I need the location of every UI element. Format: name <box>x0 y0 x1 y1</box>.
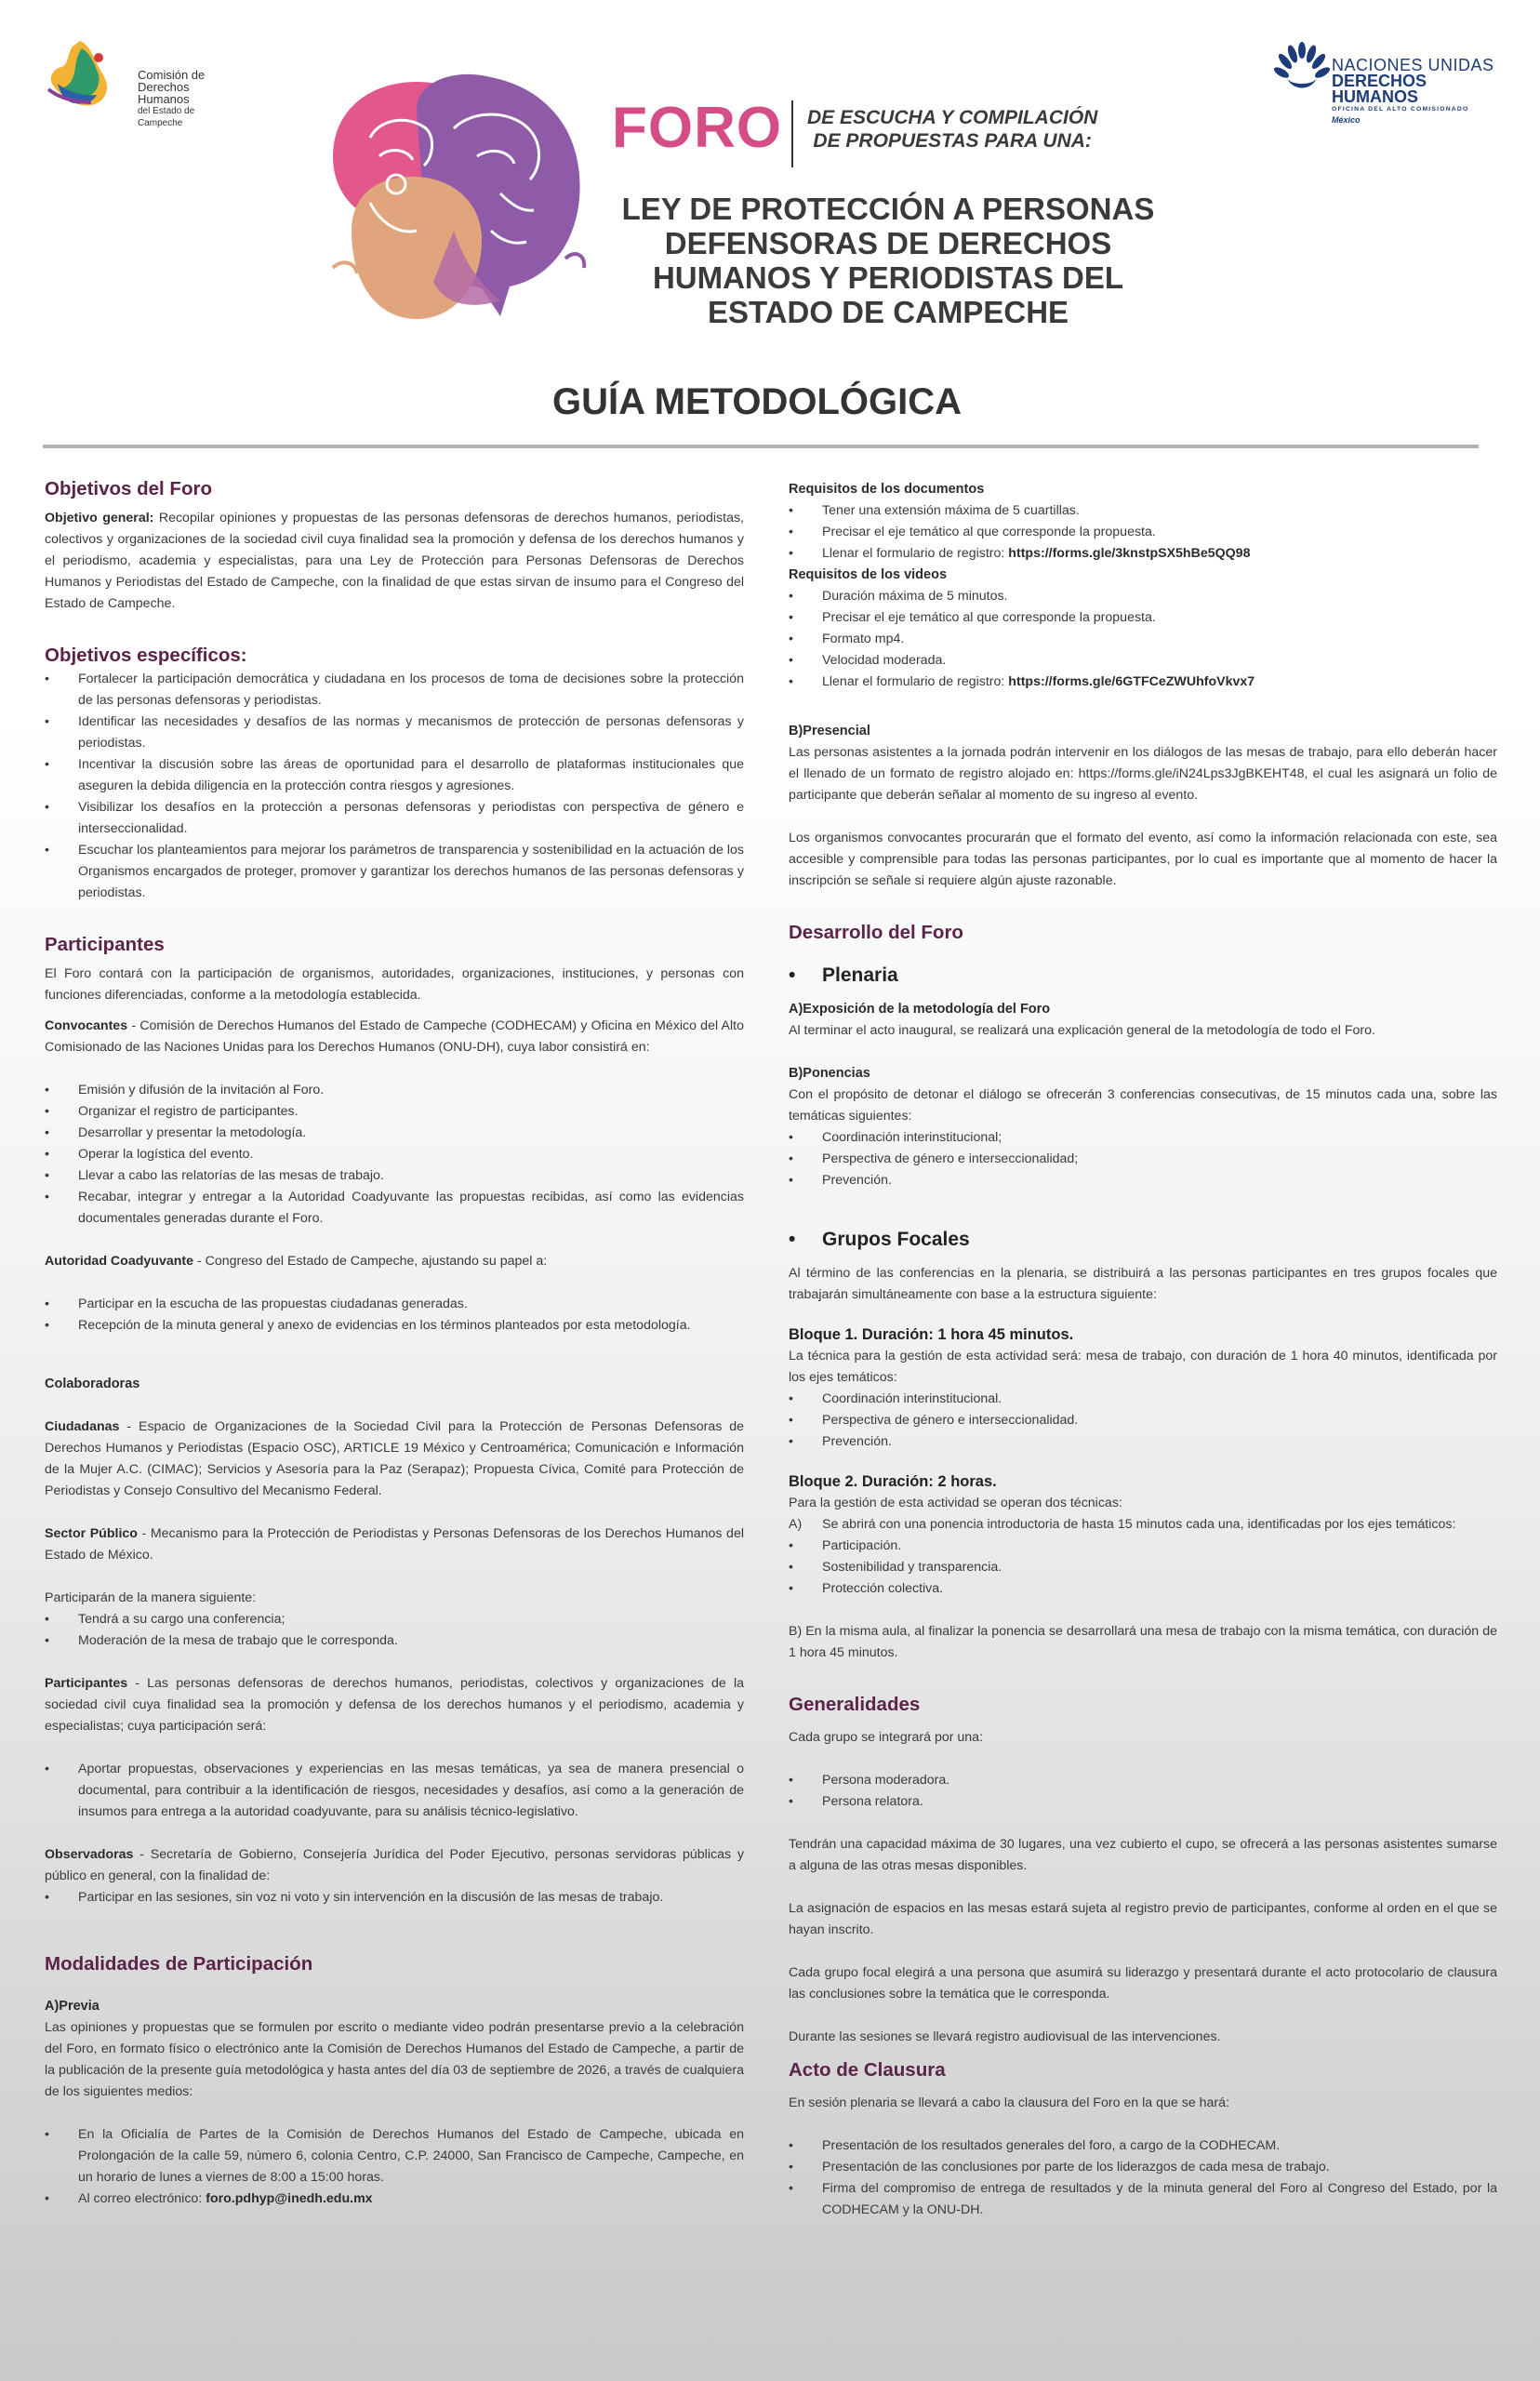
cdh-logo-line3: del Estado de Campeche <box>138 106 195 128</box>
list-item: • En la Oficialía de Partes de la Comisión de Derechos Humanos del Estado de Campeche, ubicada en Prolongación de la calle 59, número 6, colonia Centro, C.P. 24000, San Francisco de Campeche, Campeche, en un horario de lunes a viernes de 8:00 a 15:00 horas. <box>45 2124 744 2188</box>
list-item: • Presentación de las conclusiones por parte de los liderazgos de cada mesa de trabajo. <box>789 2157 1497 2178</box>
block2-technique-a <box>789 1514 1497 1536</box>
leadership-text: Cada grupo focal elegirá a una persona que asumirá su liderazgo y presentará durante el acto protocolario de clausura las conclusiones sobre la temática que le corresponda. <box>789 1965 1497 2002</box>
list-item: • Llevar a cabo las relatorías de las mesas de trabajo. <box>45 1165 744 1187</box>
prior-list <box>45 2124 744 2210</box>
list-item: • Precisar el eje temático al que corresponde la propuesta. <box>789 522 1497 543</box>
cdh-emblem-icon <box>45 35 119 119</box>
capacity-text: Tendrán una capacidad máxima de 30 lugares, una vez cubierto el cupo, se ofrecerá a las personas asistentes sumarse a alguna de las otras mesas disponibles. <box>789 1837 1497 1873</box>
list-item: • Recabar, integrar y entregar a la Autoridad Coadyuvante las propuestas recibidas, así como las evidencias documentales generadas durante el Foro. <box>45 1187 744 1230</box>
video-requirements-list <box>789 586 1497 693</box>
list-item: • Firma del compromiso de entrega de resultados y de la minuta general del Foro al Congreso del Estado, por la CODHECAM y la ONU-DH. <box>789 2178 1497 2221</box>
development-heading: Desarrollo del Foro <box>789 922 963 943</box>
observers-label: Observadoras <box>45 1847 134 1862</box>
document-requirements-list <box>789 500 1497 565</box>
list-item: • Persona moderadora. <box>789 1770 1497 1791</box>
email-link[interactable]: foro.pdhyp@inedh.edu.mx <box>206 2191 373 2206</box>
closing-list <box>789 2135 1497 2221</box>
law-title-line3: HUMANOS Y PERIODISTAS DEL <box>652 260 1124 295</box>
closing-text: En sesión plenaria se llevará a cabo la clausura del Foro en la que se hará: <box>789 2095 1229 2110</box>
plenary-heading: • Plenaria <box>789 964 1497 986</box>
cdh-logo-line2: Derechos Humanos <box>138 80 190 106</box>
list-item: • Precisar el eje temático al que corresponde la propuesta. <box>789 607 1497 629</box>
forum-illustration <box>314 73 593 342</box>
email-prefix: Al correo electrónico: <box>78 2191 206 2206</box>
list-item: • Duración máxima de 5 minutos. <box>789 586 1497 607</box>
list-item: • Coordinación interinstitucional; <box>789 1127 1497 1149</box>
general-text: Cada grupo se integrará por una: <box>789 1730 984 1745</box>
list-item: • Fortalecer la participación democrática y ciudadana en los procesos de toma de decisiones sobre la protección de las personas defensoras y periodistas. <box>45 669 744 712</box>
list-item-email <box>45 2188 744 2210</box>
list-item: • Presentación de los resultados generales del foro, a cargo de la CODHECAM. <box>789 2135 1497 2157</box>
specific-objectives-heading: Objetivos específicos: <box>45 645 247 666</box>
focus-groups-heading: • Grupos Focales <box>789 1229 1497 1250</box>
lectures-heading: B)Ponencias <box>789 1066 870 1081</box>
participation-list <box>45 1609 744 1652</box>
collaborators-heading: Colaboradoras <box>45 1377 140 1391</box>
objectives-heading: Objetivos del Foro <box>45 478 212 499</box>
closing-heading: Acto de Clausura <box>789 2059 946 2081</box>
un-logo-line1: NACIONES UNIDAS <box>1332 56 1494 74</box>
citizens-label: Ciudadanas <box>45 1419 120 1434</box>
list-item: • Tener una extensión máxima de 5 cuartillas. <box>789 500 1497 522</box>
lectures-list <box>789 1127 1497 1191</box>
lectures-text: Con el propósito de detonar el diálogo se ofrecerán 3 conferencias consecutivas, de 15 minutos cada una, sobre las temáticas siguientes: <box>789 1087 1497 1124</box>
authority-list <box>45 1294 744 1337</box>
public-sector-label: Sector Público <box>45 1526 138 1541</box>
conveners-label: Convocantes <box>45 1018 128 1033</box>
citizens-text: - Espacio de Organizaciones de la Sociedad Civil para la Protección de Personas Defensoras de Derechos Humanos y Periodistas (Espacio OSC), ARTICLE 19 México y Centroamérica; Comunicación e Información de la Mujer A.C. (CIMAC); Servicios y Asesoría para la Paz (Serapaz); Propuesta Cívica, Comité para Protección de Periodistas y Consejo Consultivo del Mecanismo Federal. <box>45 1419 744 1498</box>
general-objective-label: Objetivo general: <box>45 511 154 525</box>
modalities-heading: Modalidades de Participación <box>45 1953 313 1975</box>
general-objective-text: Recopilar opiniones y propuestas de las personas defensoras de derechos humanos, periodistas, colectivos y organizaciones de la sociedad civil cuya finalidad sea la promoción y defensa de los derechos humanos y el periodismo, academia y especialistas, para una Ley de Protección para Personas Defensoras de Derechos Humanos y Periodistas del Estado de Campeche, con la finalidad de que estas sirvan de insumo para el Congreso del Estado de Campeche. <box>45 511 745 611</box>
cdh-logo <box>45 35 231 128</box>
list-item: • Formato mp4. <box>789 629 1497 650</box>
block2-list <box>789 1536 1497 1600</box>
participants2-label: Participantes <box>45 1676 128 1691</box>
specific-objectives-list <box>45 669 744 904</box>
block2-text: Para la gestión de esta actividad se operan dos técnicas: <box>789 1496 1122 1510</box>
list-item: • Persona relatora. <box>789 1791 1497 1813</box>
conveners-list <box>45 1080 744 1230</box>
list-item: • Identificar las necesidades y desafíos de las normas y mecanismos de protección de personas defensoras y periodistas. <box>45 712 744 754</box>
list-item: • Participar en las sesiones, sin voz ni voto y sin intervención en la discusión de las mesas de trabajo. <box>45 1887 744 1909</box>
title-divider <box>791 100 793 167</box>
list-item: • Prevención. <box>789 1170 1497 1191</box>
law-title-line1: LEY DE PROTECCIÓN A PERSONAS <box>621 192 1155 226</box>
observers-paragraph <box>45 1844 744 1887</box>
public-sector-text: - Mecanismo para la Protección de Periodistas y Personas Defensoras de los Derechos Humanos del Estado de México. <box>45 1526 744 1563</box>
technique-b-text: B) En la misma aula, al finalizar la ponencia se desarrollará una mesa de trabajo con la misma temática, con duración de 1 hora 45 minutos. <box>789 1624 1497 1660</box>
un-human-rights-logo <box>1274 37 1507 130</box>
technique-a-text: Se abrirá con una ponencia introductoria de hasta 15 minutos cada una, identificadas por los ejes temáticos: <box>822 1517 1456 1532</box>
law-title-line4: ESTADO DE CAMPECHE <box>707 295 1069 329</box>
technique-a-marker: A) <box>789 1517 803 1532</box>
accessibility-text: Los organismos convocantes procurarán que el formato del evento, así como la información relacionada con este, sea accesible y comprensible para todas las personas participantes, por lo cual es importante que al momento de hacer la inscripción se señale si requiere algún ajuste razonable. <box>789 831 1497 888</box>
list-item: • Velocidad moderada. <box>789 650 1497 672</box>
participants2-list <box>45 1759 744 1823</box>
authority-label: Autoridad Coadyuvante <box>45 1254 194 1269</box>
list-item <box>789 672 1497 693</box>
un-logo-line4: México <box>1332 115 1361 125</box>
public-sector-paragraph <box>45 1523 744 1566</box>
left-column <box>45 476 744 2210</box>
block1-text: La técnica para la gestión de esta actividad será: mesa de trabajo, con duración de 1 hora 40 minutos, identificada por los ejes temáticos: <box>789 1349 1497 1385</box>
title-rule <box>43 445 1479 448</box>
block1-list <box>789 1389 1497 1453</box>
un-logo-line3: OFICINA DEL ALTO COMISIONADO <box>1332 106 1469 113</box>
technique-a <box>789 1514 1497 1536</box>
un-emblem-icon <box>1274 37 1330 102</box>
participants2-paragraph <box>45 1673 744 1737</box>
forum-title: FORO <box>612 96 783 160</box>
cdh-logo-line1: Comisión de <box>138 68 206 82</box>
list-item: • Escuchar los planteamientos para mejorar los parámetros de transparencia y sostenibilidad en la actuación de los Organismos encargados de proteger, promover y garantizar los derechos humanos de las personas defensoras y periodistas. <box>45 840 744 904</box>
right-column <box>789 479 1497 2221</box>
list-item: • Perspectiva de género e interseccionalidad. <box>789 1410 1497 1431</box>
participants-heading: Participantes <box>45 934 165 955</box>
list-item: • Incentivar la discusión sobre las áreas de oportunidad para el desarrollo de plataformas institucionales que aseguren la debida diligencia en la protección contra riesgos y agresiones. <box>45 754 744 797</box>
list-item: • Visibilizar los desafíos en la protección a personas defensoras y periodistas con perspectiva de género e interseccionalidad. <box>45 797 744 840</box>
list-item: • Desarrollar y presentar la metodología. <box>45 1123 744 1144</box>
list-item <box>789 543 1497 565</box>
observers-list <box>45 1887 744 1909</box>
list-item: • Tendrá a su cargo una conferencia; <box>45 1609 744 1630</box>
list-item: • Operar la logística del evento. <box>45 1144 744 1165</box>
in-person-heading: B)Presencial <box>789 724 870 738</box>
video-requirements-heading: Requisitos de los videos <box>789 567 948 582</box>
list-item: • Emisión y difusión de la invitación al Foro. <box>45 1080 744 1101</box>
forum-subtitle-line1: DE ESCUCHA Y COMPILACIÓN <box>807 107 1098 128</box>
audiovisual-text: Durante las sesiones se llevará registro audiovisual de las intervenciones. <box>789 2029 1221 2044</box>
general-heading: Generalidades <box>789 1694 921 1715</box>
list-item: • Participación. <box>789 1536 1497 1557</box>
general-list <box>789 1770 1497 1813</box>
un-logo-line2: DERECHOS HUMANOS <box>1332 72 1427 106</box>
law-title <box>595 192 1181 329</box>
focus-groups-text: Al término de las conferencias en la plenaria, se distribuirá a las personas participantes en tres grupos focales que trabajarán simultáneamente con base a la estructura siguiente: <box>789 1266 1497 1302</box>
in-person-text: Las personas asistentes a la jornada podrán intervenir en los diálogos de las mesas de trabajo, para ello deberán hacer el llenado de un formato de registro alojado en: https://forms.gle/iN24Lps3JgBKEHT48, el cual les asignará un folio de participante que deberán señalar al momento de su ingreso al evento. <box>789 745 1497 803</box>
form-prefix: Llenar el formulario de registro: <box>822 546 1009 561</box>
list-item: • Moderación de la mesa de trabajo que le corresponda. <box>45 1630 744 1652</box>
guide-title: GUÍA METODOLÓGICA <box>552 381 962 422</box>
form-prefix: Llenar el formulario de registro: <box>822 674 1009 689</box>
authority-text: - Congreso del Estado de Campeche, ajustando su papel a: <box>193 1254 548 1269</box>
conveners-paragraph <box>45 1016 744 1058</box>
list-item: • Protección colectiva. <box>789 1578 1497 1600</box>
exposition-heading: A)Exposición de la metodología del Foro <box>789 1002 1051 1017</box>
list-item: • Prevención. <box>789 1431 1497 1453</box>
participants-intro: El Foro contará con la participación de organismos, autoridades, organizaciones, instituciones, y personas con funciones diferenciadas, conforme a la metodología establecida. <box>45 966 744 1003</box>
citizens-paragraph <box>45 1417 744 1502</box>
observers-text: - Secretaría de Gobierno, Consejería Jurídica del Poder Ejecutivo, personas servidoras públicas y público en general, con la finalidad de: <box>45 1847 744 1883</box>
list-item: • Recepción de la minuta general y anexo de evidencias en los términos planteados por esta metodología. <box>45 1315 744 1337</box>
exposition-text: Al terminar el acto inaugural, se realizará una explicación general de la metodología de todo el Foro. <box>789 1023 1375 1038</box>
conveners-text: - Comisión de Derechos Humanos del Estado de Campeche (CODHECAM) y Oficina en México del Alto Comisionado de las Naciones Unidas para los Derechos Humanos (ONU-DH), cuya labor consistirá en: <box>45 1018 744 1055</box>
list-item: • Perspectiva de género e interseccionalidad; <box>789 1149 1497 1170</box>
authority-paragraph <box>45 1251 744 1272</box>
participation-mode: Participarán de la manera siguiente: <box>45 1590 257 1605</box>
block2-heading: Bloque 2. Duración: 2 horas. <box>789 1473 997 1490</box>
assignment-text: La asignación de espacios en las mesas estará sujeta al registro previo de participantes, conforme al orden en el que se hayan inscrito. <box>789 1901 1497 1937</box>
list-item: • Organizar el registro de participantes. <box>45 1101 744 1123</box>
list-item: • Aportar propuestas, observaciones y experiencias en las mesas temáticas, ya sea de manera presencial o documental, para contribuir a la identificación de riesgos, necesidades y desafíos, así como a la generación de insumos para entrega a la autoridad coadyuvante, para su análisis técnico-legislativo. <box>45 1759 744 1823</box>
law-title-line2: DEFENSORAS DE DERECHOS <box>664 226 1112 260</box>
list-item: • Participar en la escucha de las propuestas ciudadanas generadas. <box>45 1294 744 1315</box>
block1-heading: Bloque 1. Duración: 1 hora 45 minutos. <box>789 1326 1074 1343</box>
document-requirements-heading: Requisitos de los documentos <box>789 482 985 497</box>
list-item: • Sostenibilidad y transparencia. <box>789 1557 1497 1578</box>
prior-text: Las opiniones y propuestas que se formulen por escrito o mediante video podrán presentarse previo a la celebración del Foro, en formato físico o electrónico ante la Comisión de Derechos Humanos del Estado de Campeche, a partir de la publicación de la presente guía metodológica y hasta antes del día 03 de septiembre de 2026, a través de cualquiera de los siguientes medios: <box>45 2020 744 2099</box>
forum-subtitle <box>807 106 1097 153</box>
participants2-text: - Las personas defensoras de derechos humanos, periodistas, colectivos y organizaciones de la sociedad civil cuya finalidad sea la promoción y defensa de los derechos humanos y el periodismo, academia y especialistas; cuya participación será: <box>45 1676 744 1734</box>
prior-heading: A)Previa <box>45 1999 100 2014</box>
documents-form-link[interactable]: https://forms.gle/3knstpSX5hBe5QQ98 <box>1008 546 1251 561</box>
videos-form-link[interactable]: https://forms.gle/6GTFCeZWUhfoVkvx7 <box>1008 674 1255 689</box>
list-item: • Coordinación interinstitucional. <box>789 1389 1497 1410</box>
forum-subtitle-line2: DE PROPUESTAS PARA UNA: <box>813 130 1092 152</box>
general-objective <box>45 508 744 615</box>
